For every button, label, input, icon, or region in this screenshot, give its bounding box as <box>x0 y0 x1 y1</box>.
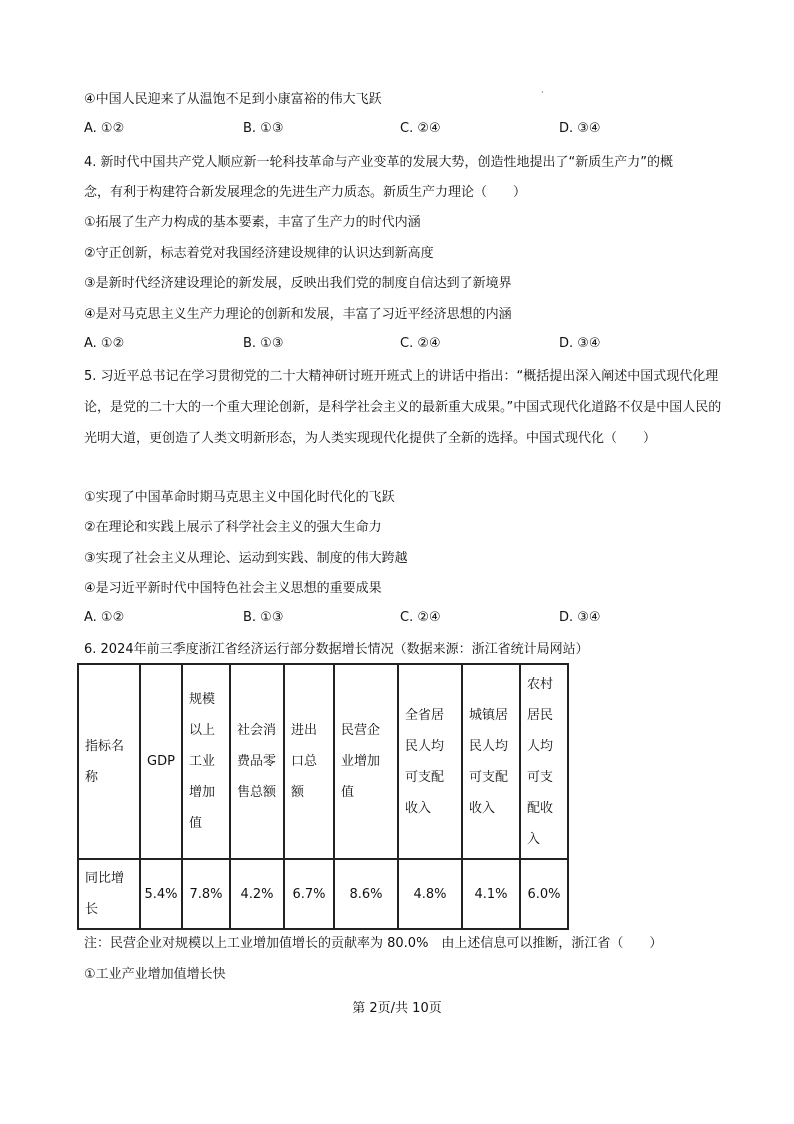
header-cell: 规模以上工业增加值 <box>182 664 230 859</box>
q4-item-2: ②守正创新，标志着党对我国经济建设规律的认识达到新高度 <box>84 246 434 261</box>
q3-options <box>84 121 724 141</box>
value-cell: 4.2% <box>230 859 284 929</box>
header-cell: 农村居民人均可支配收入 <box>520 664 568 859</box>
q6-note: 注：民营企业对规模以上工业增加值增长的贡献率为 80.0% 由上述信息可以推断，浙江省（ ） <box>84 936 663 951</box>
option-c: C. ②④ <box>400 336 441 351</box>
value-cell: 4.8% <box>398 859 462 929</box>
q6-item-1: ①工业产业增加值增长快 <box>84 967 226 982</box>
page-number: 第 2页/共 10页 <box>352 1001 442 1016</box>
q5-item-1: ①实现了中国革命时期马克思主义中国化时代化的飞跃 <box>84 490 395 505</box>
header-cell: 社会消费品零售总额 <box>230 664 284 859</box>
q6-stem: 6. 2024年前三季度浙江省经济运行部分数据增长情况（数据来源：浙江省统计局网站） <box>84 642 589 657</box>
header-cell: 指标名称 <box>78 664 140 859</box>
option-c: C. ②④ <box>400 610 441 625</box>
q4-item-1: ①拓展了生产力构成的基本要素，丰富了生产力的时代内涵 <box>84 215 421 230</box>
q5-item-3: ③实现了社会主义从理论、运动到实践、制度的伟大跨越 <box>84 551 408 566</box>
value-cell: 5.4% <box>140 859 182 929</box>
option-a: A. ①② <box>84 610 125 625</box>
q4-stem-line2: 念，有利于构建符合新发展理念的先进生产力质态。新质生产力理论（ ） <box>84 185 527 200</box>
data-table <box>77 663 569 930</box>
q3-item-4: ④中国人民迎来了从温饱不足到小康富裕的伟大飞跃 <box>84 92 382 107</box>
header-cell: 城镇居民人均可支配收入 <box>462 664 520 859</box>
option-d: D. ③④ <box>559 121 601 136</box>
q5-item-2: ②在理论和实践上展示了科学社会主义的强大生命力 <box>84 520 382 535</box>
value-cell: 4.1% <box>462 859 520 929</box>
stray-dot: · <box>541 88 544 97</box>
option-b: B. ①③ <box>243 336 284 351</box>
option-a: A. ①② <box>84 121 125 136</box>
q4-options <box>84 336 724 356</box>
value-cell: 6.7% <box>284 859 334 929</box>
q4-item-3: ③是新时代经济建设理论的新发展，反映出我们党的制度自信达到了新境界 <box>84 276 512 291</box>
header-cell: 全省居民人均可支配收入 <box>398 664 462 859</box>
table-header-row <box>78 664 568 859</box>
option-c: C. ②④ <box>400 121 441 136</box>
header-cell: 民营企业增加值 <box>334 664 398 859</box>
value-cell: 7.8% <box>182 859 230 929</box>
option-a: A. ①② <box>84 336 125 351</box>
table-row <box>78 859 568 929</box>
option-b: B. ①③ <box>243 610 284 625</box>
option-d: D. ③④ <box>559 336 601 351</box>
header-cell: GDP <box>140 664 182 859</box>
header-cell: 进出口总额 <box>284 664 334 859</box>
q4-stem-line1: 4. 新时代中国共产党人顺应新一轮科技革命与产业变革的发展大势，创造性地提出了“新质生产力”的概 <box>84 155 674 170</box>
q5-options <box>84 610 724 630</box>
row-label-cell: 同比增长 <box>78 859 140 929</box>
q5-item-4: ④是习近平新时代中国特色社会主义思想的重要成果 <box>84 581 382 596</box>
option-b: B. ①③ <box>243 121 284 136</box>
option-d: D. ③④ <box>559 610 601 625</box>
q4-item-4: ④是对马克思主义生产力理论的创新和发展，丰富了习近平经济思想的内涵 <box>84 307 512 322</box>
value-cell: 6.0% <box>520 859 568 929</box>
value-cell: 8.6% <box>334 859 398 929</box>
q5-stem: 5. 习近平总书记在学习贯彻党的二十大精神研讨班开班式上的讲话中指出：“概括提出深入阐述中国式现代化理论，是党的二十大的一个重大理论创新，是科学社会主义的最新重大成果。”中国式现代化道路不仅是中国人民的光明大道，更创造了人类文明新形态，为人类实现现代化提供了全新的选择。中国式现代化（ ） <box>84 369 722 446</box>
